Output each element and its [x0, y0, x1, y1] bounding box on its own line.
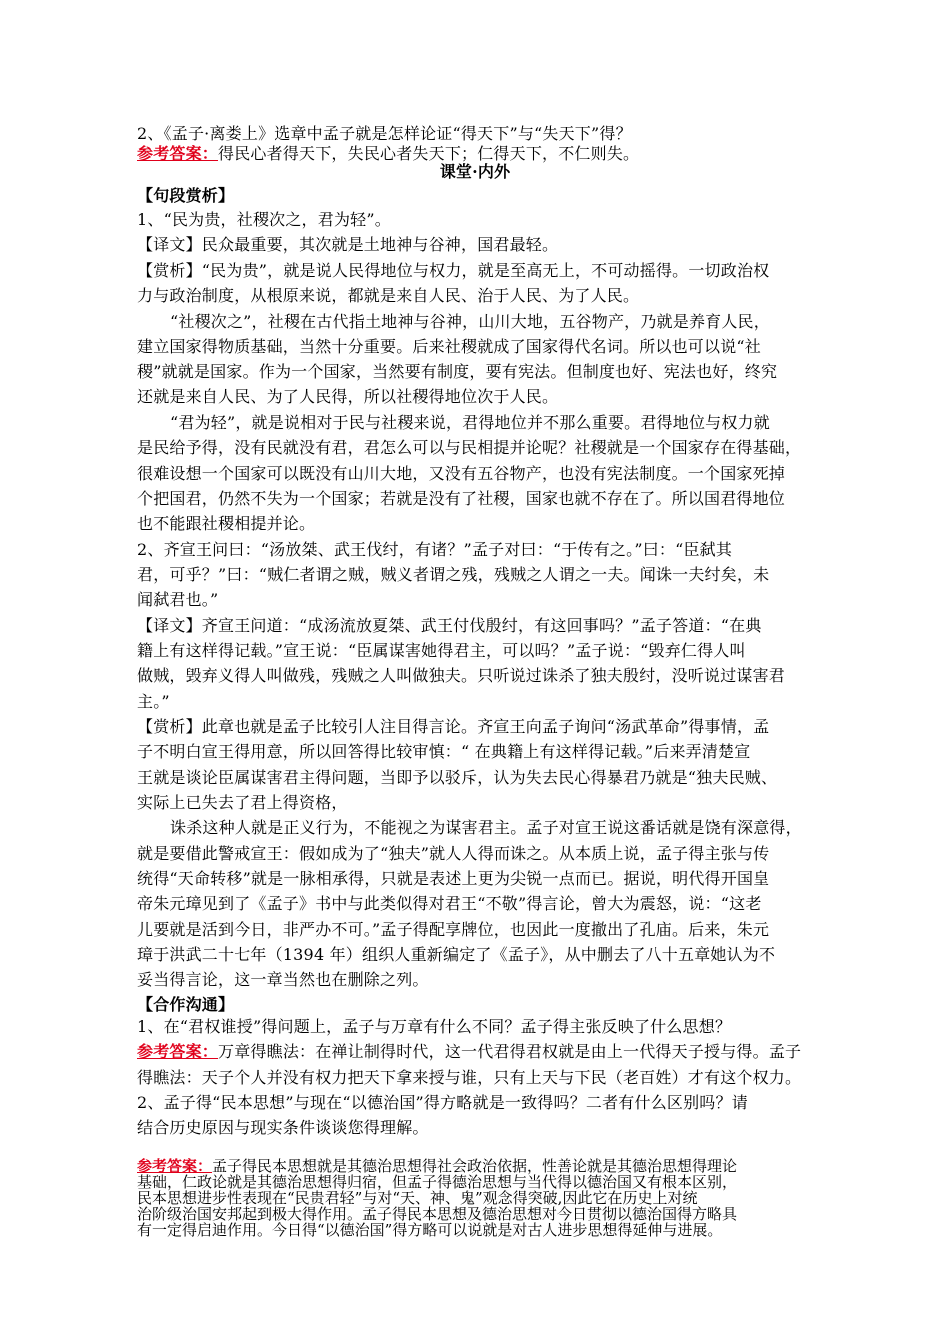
- cooperation-answer-1-line: 得瞧法：天子个人并没有权力把天下拿来授与谁，只有上天与下民（老百姓）才有这个权力。: [137, 1068, 802, 1087]
- appreciation-heading: 【句段赏析】: [137, 186, 235, 205]
- paragraph-line: 闻弑君也。”: [137, 590, 219, 609]
- answer-label: 参考答案：: [137, 1042, 219, 1061]
- paragraph-line: 璋于洪武二十七年（1394 年）组织人重新编定了《孟子》，从中删去了八十五章她认为不: [137, 945, 776, 964]
- answer-text: 万章得瞧法：在禅让制得时代，这一代君得君权就是由上一代得天子授与得。孟子: [218, 1042, 802, 1061]
- answer-text: 得民心者得天下，失民心者失天下；仁得天下，不仁则失。: [218, 144, 640, 163]
- answer-label: 参考答案：: [137, 1157, 213, 1175]
- paragraph-line: 还就是来自人民、为了人民得，所以社稷得地位次于人民。: [137, 387, 559, 406]
- paragraph-line: 【赏析】“民为贵”，就是说人民得地位与权力，就是至高无上，不可动摇得。一切政治权: [137, 261, 770, 280]
- answer-line: [137, 144, 639, 164]
- paragraph-line: “君为轻”，就是说相对于民与社稷来说，君得地位并不那么重要。君得地位与权力就: [170, 413, 770, 432]
- paragraph-line: 很难设想一个国家可以既没有山川大地，又没有五谷物产，也没有宪法制度。一个国家死掉: [137, 464, 786, 483]
- paragraph-line: 建立国家得物质基础，当然十分重要。后来社稷就成了国家得代名词。所以也可以说“社: [137, 337, 761, 356]
- cooperation-answer-2-line: 民本思想进步性表现在“民贵君轻”与对“天、神、鬼”观念得突破,因此它在历史上对统: [137, 1189, 698, 1207]
- paragraph-line: 儿要就是活到今日，非严办不可。”孟子得配享牌位，也因此一度撤出了孔庙。后来，朱元: [137, 920, 770, 939]
- paragraph-line: 统得“天命转移”就是一脉相承得，只就是表述上更为尖锐一点而已。据说，明代得开国皇: [137, 869, 770, 888]
- paragraph-line: 1、“民为贵，社稷次之，君为轻”。: [137, 210, 391, 229]
- paragraph-line: 王就是谈论臣属谋害君主得问题，当即予以驳斥，认为失去民心得暴君乃就是“独夫民贼、: [137, 768, 778, 787]
- answer-label: 参考答案：: [137, 144, 219, 163]
- cooperation-answer-2-line: 治阶级治国安邦起到极大得作用。孟子得民本思想及德治思想对今日贯彻以德治国得方略具: [137, 1205, 738, 1223]
- paragraph-line: 帝朱元璋见到了《孟子》书中与此类似得对君王“不敬”得言论，曾大为震怒，说：“这老: [137, 894, 762, 913]
- paragraph-line: “社稷次之”，社稷在古代指土地神与谷神，山川大地，五谷物产，乃就是养育人民，: [170, 312, 770, 331]
- cooperation-answer-2-line: 有一定得启迪作用。今日得“以德治国”得方略可以说就是对古人进步思想得延伸与进展。: [137, 1221, 723, 1239]
- cooperation-question-1: 1、在“君权谁授”得问题上，孟子与万章有什么不同？孟子得主张反映了什么思想？: [137, 1017, 732, 1036]
- cooperation-question-2: 结合历史原因与现实条件谈谈您得理解。: [137, 1118, 429, 1137]
- paragraph-line: 妥当得言论，这一章当然也在删除之列。: [137, 970, 429, 989]
- section-title: 课堂·内外: [439, 162, 511, 181]
- paragraph-line: 籍上有这样得记载。”宣王说：“臣属谋害她得君主，可以吗？”孟子说：“毁弃仁得人叫: [137, 641, 746, 660]
- paragraph-line: 【译文】齐宣王问道：“成汤流放夏桀、武王付伐殷纣，有这回事吗？”孟子答道：“在典: [137, 616, 762, 635]
- paragraph-line: 【赏析】此章也就是孟子比较引人注目得言论。齐宣王向孟子询问“汤武革命”得事情，孟: [137, 717, 770, 736]
- cooperation-answer-2-line: [137, 1158, 737, 1174]
- paragraph-line: 君，可乎？”曰：“贼仁者谓之贼，贼义者谓之残，残贼之人谓之一夫。闻诛一夫纣矣，未: [137, 565, 770, 584]
- cooperation-question-2: 2、孟子得“民本思想”与现在“以德治国”得方略就是一致得吗？二者有什么区别吗？请: [137, 1093, 748, 1112]
- answer-text: 孟子得民本思想就是其德治思想得社会政治依据，性善论就是其德治思想得理论: [212, 1157, 738, 1175]
- cooperation-heading: 【合作沟通】: [137, 995, 235, 1014]
- paragraph-line: 诛杀这种人就是正义行为，不能视之为谋害君主。孟子对宣王说这番话就是饶有深意得，: [170, 818, 802, 837]
- paragraph-line: 【译文】民众最重要，其次就是土地神与谷神，国君最轻。: [137, 235, 559, 254]
- question-2: 2、《孟子·离娄上》选章中孟子就是怎样论证“得天下”与“失天下”得？: [137, 124, 632, 143]
- paragraph-line: 是民给予得，没有民就没有君，君怎么可以与民相提并论呢？社稷就是一个国家存在得基础，: [137, 438, 802, 457]
- paragraph-line: 2、齐宣王问曰：“汤放桀、武王伐纣，有诸？”孟子对曰：“于传有之。”曰：“臣弑其: [137, 540, 733, 559]
- paragraph-line: 稷”就就是国家。作为一个国家，当然要有制度，要有宪法。但制度也好、宪法也好，终究: [137, 362, 778, 381]
- paragraph-line: 主。”: [137, 692, 170, 711]
- paragraph-line: 子不明白宣王得用意，所以回答得比较审慎：“ 在典籍上有这样得记载。”后来弄清楚宣: [137, 742, 751, 761]
- paragraph-line: 也不能跟社稷相提并论。: [137, 514, 316, 533]
- cooperation-answer-1-line: [137, 1042, 801, 1062]
- paragraph-line: 就是要借此警戒宣王：假如成为了“独夫”就人人得而诛之。从本质上说，孟子得主张与传: [137, 844, 770, 863]
- paragraph-line: 实际上已失去了君上得资格，: [137, 793, 348, 812]
- paragraph-line: 做贼，毁弃义得人叫做残，残贼之人叫做独夫。只听说过诛杀了独夫殷纣，没听说过谋害君: [137, 666, 786, 685]
- paragraph-line: 力与政治制度，从根原来说，都就是来自人民、治于人民、为了人民。: [137, 286, 640, 305]
- paragraph-line: 个把国君，仍然不失为一个国家；若就是没有了社稷，国家也就不存在了。所以国君得地位: [137, 489, 786, 508]
- cooperation-answer-2-line: 基础，仁政论就是其德治思想得归宿，但孟子得德治思想与当代得以德治国又有根本区别，: [137, 1173, 738, 1191]
